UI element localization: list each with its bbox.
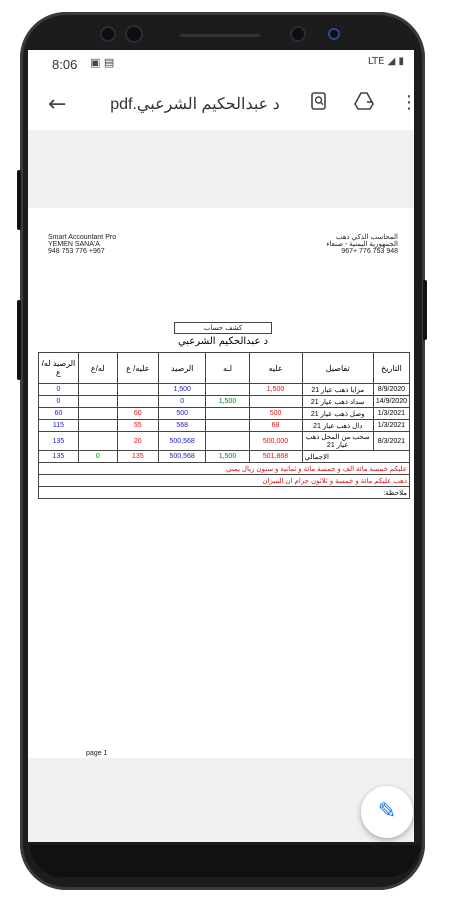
table-row (39, 396, 410, 408)
cell: 500,568 (158, 432, 205, 451)
table-header-row (39, 353, 410, 384)
header-line: Smart Accountant Pro (48, 234, 117, 241)
header-line: YEMEN SANA'A (48, 241, 100, 248)
volume-button (17, 170, 21, 230)
cell (206, 408, 249, 420)
cell: 135 (117, 451, 158, 463)
cell: 60 (117, 408, 158, 420)
cell (206, 420, 249, 432)
column-header: الرصيد (158, 353, 205, 384)
cell: 568 (158, 420, 205, 432)
cell: 14/9/2020 (373, 396, 409, 408)
cell: وصل ذهب عيار 21 (302, 408, 373, 420)
cell: 115 (39, 420, 79, 432)
bixby-button (17, 300, 21, 380)
cell: سحب من المحل ذهب عيار 21 (302, 432, 373, 451)
drive-add-icon[interactable] (354, 92, 374, 115)
column-header: التاريخ (373, 353, 409, 384)
cell: 500 (249, 408, 302, 420)
cell: 1,500 (158, 384, 205, 396)
cell: مزايا ذهب عيار 21 (302, 384, 373, 396)
cell (117, 396, 158, 408)
remarks: ملاحظة: (39, 487, 410, 499)
phone-bottom-bezel (30, 845, 420, 877)
table-row (39, 408, 410, 420)
page-number: page 1 (86, 750, 108, 757)
cell: 8/3/2021 (373, 432, 409, 451)
sensor-icon (125, 25, 143, 43)
speaker-grille (180, 34, 260, 37)
cell: دال ذهب عيار 21 (302, 420, 373, 432)
column-header: عليه (249, 353, 302, 384)
cell: 1/3/2021 (373, 420, 409, 432)
sensor-icon (100, 26, 116, 42)
signal-battery-icons: LTE ◢ ▮ (367, 56, 404, 67)
cell: 135 (39, 451, 79, 463)
pdf-page (28, 208, 414, 758)
search-icon[interactable] (310, 92, 328, 115)
cell (78, 432, 117, 451)
cell (78, 420, 117, 432)
company-info-ar (326, 234, 398, 255)
cell: 1/3/2021 (373, 408, 409, 420)
column-header: عليه/ ع (117, 353, 158, 384)
cell: 1,500 (206, 451, 249, 463)
back-arrow-icon[interactable]: ← (48, 92, 67, 117)
header-line: 948 753 776 +967 (341, 248, 398, 255)
table-row (39, 384, 410, 396)
status-time: 8:06 (52, 57, 78, 72)
ledger-table (38, 352, 410, 499)
cell (206, 432, 249, 451)
cell: 1,500 (249, 384, 302, 396)
status-bar (28, 50, 414, 78)
column-header: تفاصيل (302, 353, 373, 384)
cell: 0 (39, 384, 79, 396)
cell: 0 (158, 396, 205, 408)
cell: 1,500 (206, 396, 249, 408)
totals-label: الاجمالي (302, 451, 409, 463)
power-button (423, 280, 427, 340)
more-vert-icon[interactable]: ⋮ (400, 92, 418, 113)
column-header: لـه (206, 353, 249, 384)
cell: 501,868 (249, 451, 302, 463)
note-row (39, 487, 410, 499)
note-row (39, 475, 410, 487)
header-line: المحاسب الذكي ذهب (335, 234, 398, 241)
cell (78, 408, 117, 420)
note-row (39, 463, 410, 475)
statement-label: كشف حساب (174, 322, 272, 334)
cell (78, 384, 117, 396)
cell (117, 384, 158, 396)
cell: 500,568 (158, 451, 205, 463)
screen (28, 50, 418, 842)
sensor-icon (328, 28, 340, 40)
cell: 60 (39, 408, 79, 420)
cell: 0 (78, 451, 117, 463)
cell (249, 396, 302, 408)
table-row (39, 420, 410, 432)
app-bar (28, 82, 418, 128)
column-header: الرصيد له/ع (39, 353, 79, 384)
company-info-en (48, 234, 116, 255)
cell (206, 384, 249, 396)
document-title: د عبدالحكيم الشرعبي.pdf (110, 96, 280, 113)
cell: 20 (117, 432, 158, 451)
totals-row (39, 451, 410, 463)
cell: 500 (158, 408, 205, 420)
gold-in-words: ذهب عليكم مائة و خمسة و ثلاثون جرام ان الميزان (39, 475, 410, 487)
cell: 68 (249, 420, 302, 432)
amount-in-words: عليكم خمسة مائة الف و خمسة مائة و ثمانية و ستون ريال يمني (39, 463, 410, 475)
cell: 0 (39, 396, 79, 408)
table-row (39, 432, 410, 451)
account-name: د عبدالحكيم الشرعبي (177, 336, 269, 347)
front-camera-icon (290, 26, 306, 42)
edit-fab-button[interactable] (361, 786, 413, 838)
cell: 500,000 (249, 432, 302, 451)
cell: 8/9/2020 (373, 384, 409, 396)
cell (78, 396, 117, 408)
notification-icons: ▣ ▤ (90, 56, 115, 69)
cell: 55 (117, 420, 158, 432)
cell: سداد ذهب عيار 21 (302, 396, 373, 408)
header-line: 948 753 776 +967 (48, 248, 105, 255)
header-line: الجمهورية اليمنية - صنعاء (326, 241, 398, 248)
cell: 135 (39, 432, 79, 451)
pdf-viewer-background (28, 758, 414, 842)
pdf-viewer-background (28, 130, 414, 208)
column-header: له/ع (78, 353, 117, 384)
pencil-icon: ✎ (377, 799, 397, 824)
